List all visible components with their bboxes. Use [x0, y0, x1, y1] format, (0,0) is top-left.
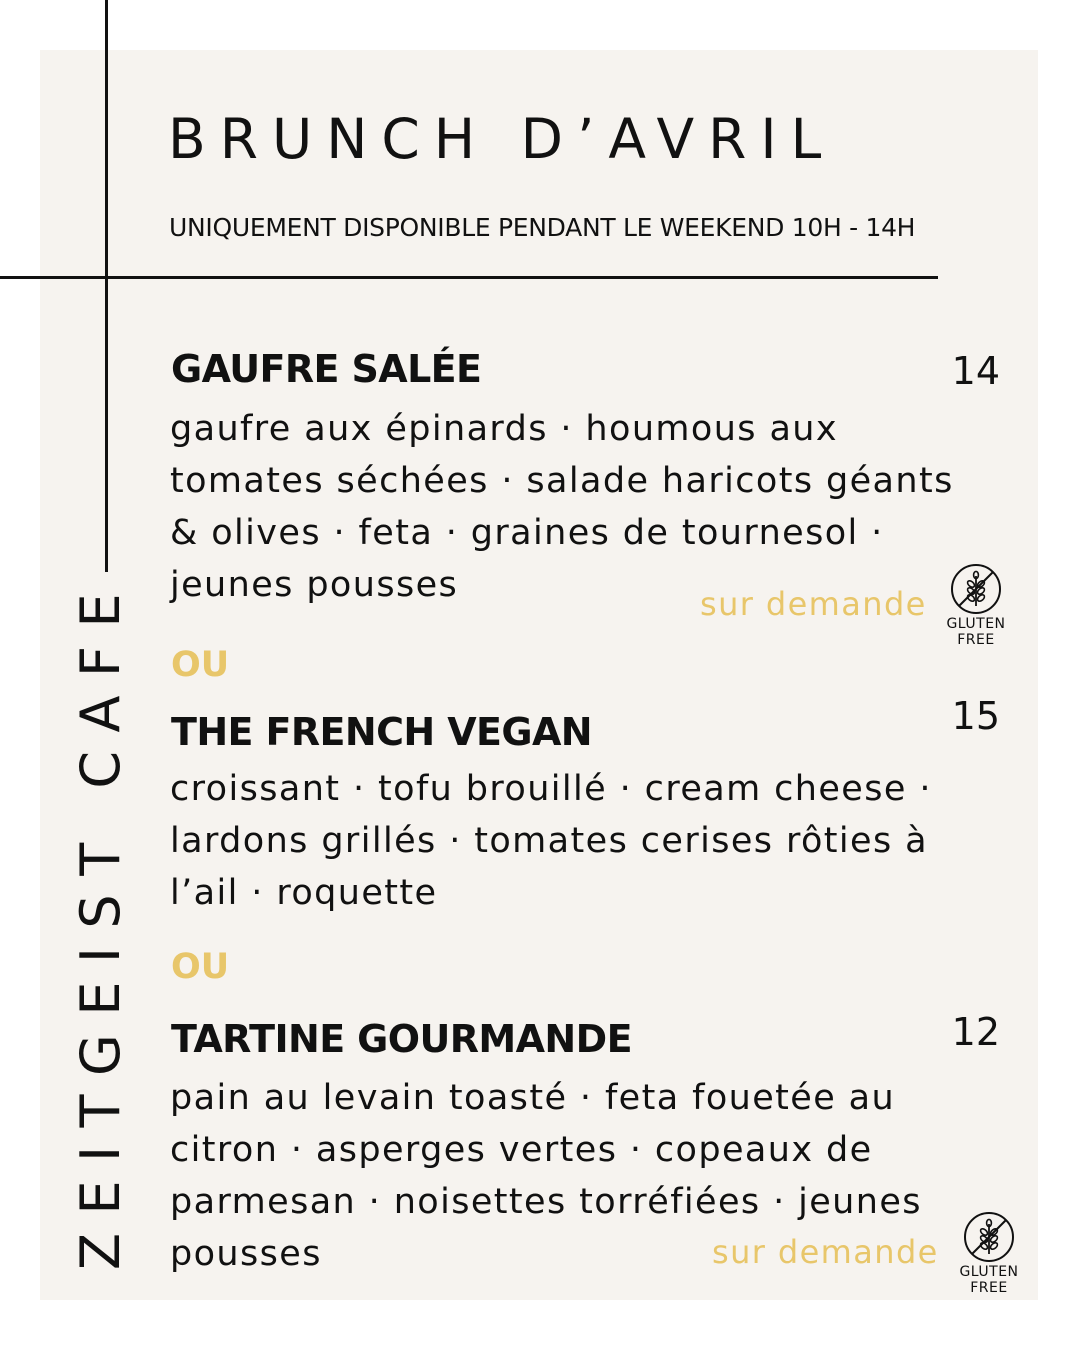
item-description-gaufre-salee	[170, 403, 954, 611]
menu-title: BRUNCH D’AVRIL	[168, 107, 836, 171]
badge-label-gluten: GLUTEN	[959, 1264, 1019, 1280]
badge-label-gluten: GLUTEN	[946, 616, 1006, 632]
description-line: croissant · tofu brouillé · cream cheese ·	[170, 769, 932, 809]
description-line: & olives · feta · graines de tournesol ·	[170, 513, 884, 553]
description-line: tomates séchées · salade haricots géants	[170, 461, 954, 501]
item-price-french-vegan: 15	[951, 694, 1000, 738]
gluten-free-note: sur demande	[700, 585, 927, 623]
item-name-gaufre-salee: GAUFRE SALÉE	[171, 347, 482, 391]
item-price-gaufre-salee: 14	[951, 349, 1000, 393]
brand-name-vertical: ZEITGEIST CAFE	[69, 574, 132, 1270]
description-line: l’ail · roquette	[170, 873, 438, 913]
wheat-crossed-icon	[962, 1210, 1016, 1264]
item-name-tartine-gourmande: TARTINE GOURMANDE	[171, 1017, 632, 1061]
vertical-rule	[105, 0, 108, 572]
item-description-french-vegan	[170, 763, 932, 919]
separator-ou: OU	[171, 645, 230, 685]
gluten-free-badge	[953, 1210, 1025, 1296]
description-line: jeunes pousses	[170, 565, 459, 605]
description-line: pousses	[170, 1234, 322, 1274]
description-line: parmesan · noisettes torréfiées · jeunes	[170, 1182, 922, 1222]
item-price-tartine-gourmande: 12	[951, 1010, 1000, 1054]
menu-subtitle: UNIQUEMENT DISPONIBLE PENDANT LE WEEKEND 10H - 14H	[169, 213, 916, 242]
separator-ou: OU	[171, 947, 230, 987]
description-line: pain au levain toasté · feta fouetée au	[170, 1078, 896, 1118]
item-name-french-vegan: THE FRENCH VEGAN	[171, 710, 592, 754]
description-line: gaufre aux épinards · houmous aux	[170, 409, 838, 449]
badge-label-free: FREE	[957, 632, 995, 648]
gluten-free-badge	[940, 562, 1012, 648]
horizontal-rule	[0, 276, 938, 279]
wheat-crossed-icon	[949, 562, 1003, 616]
badge-label-free: FREE	[970, 1280, 1008, 1296]
gluten-free-note: sur demande	[712, 1233, 939, 1271]
description-line: lardons grillés · tomates cerises rôties à	[170, 821, 928, 861]
description-line: citron · asperges vertes · copeaux de	[170, 1130, 873, 1170]
